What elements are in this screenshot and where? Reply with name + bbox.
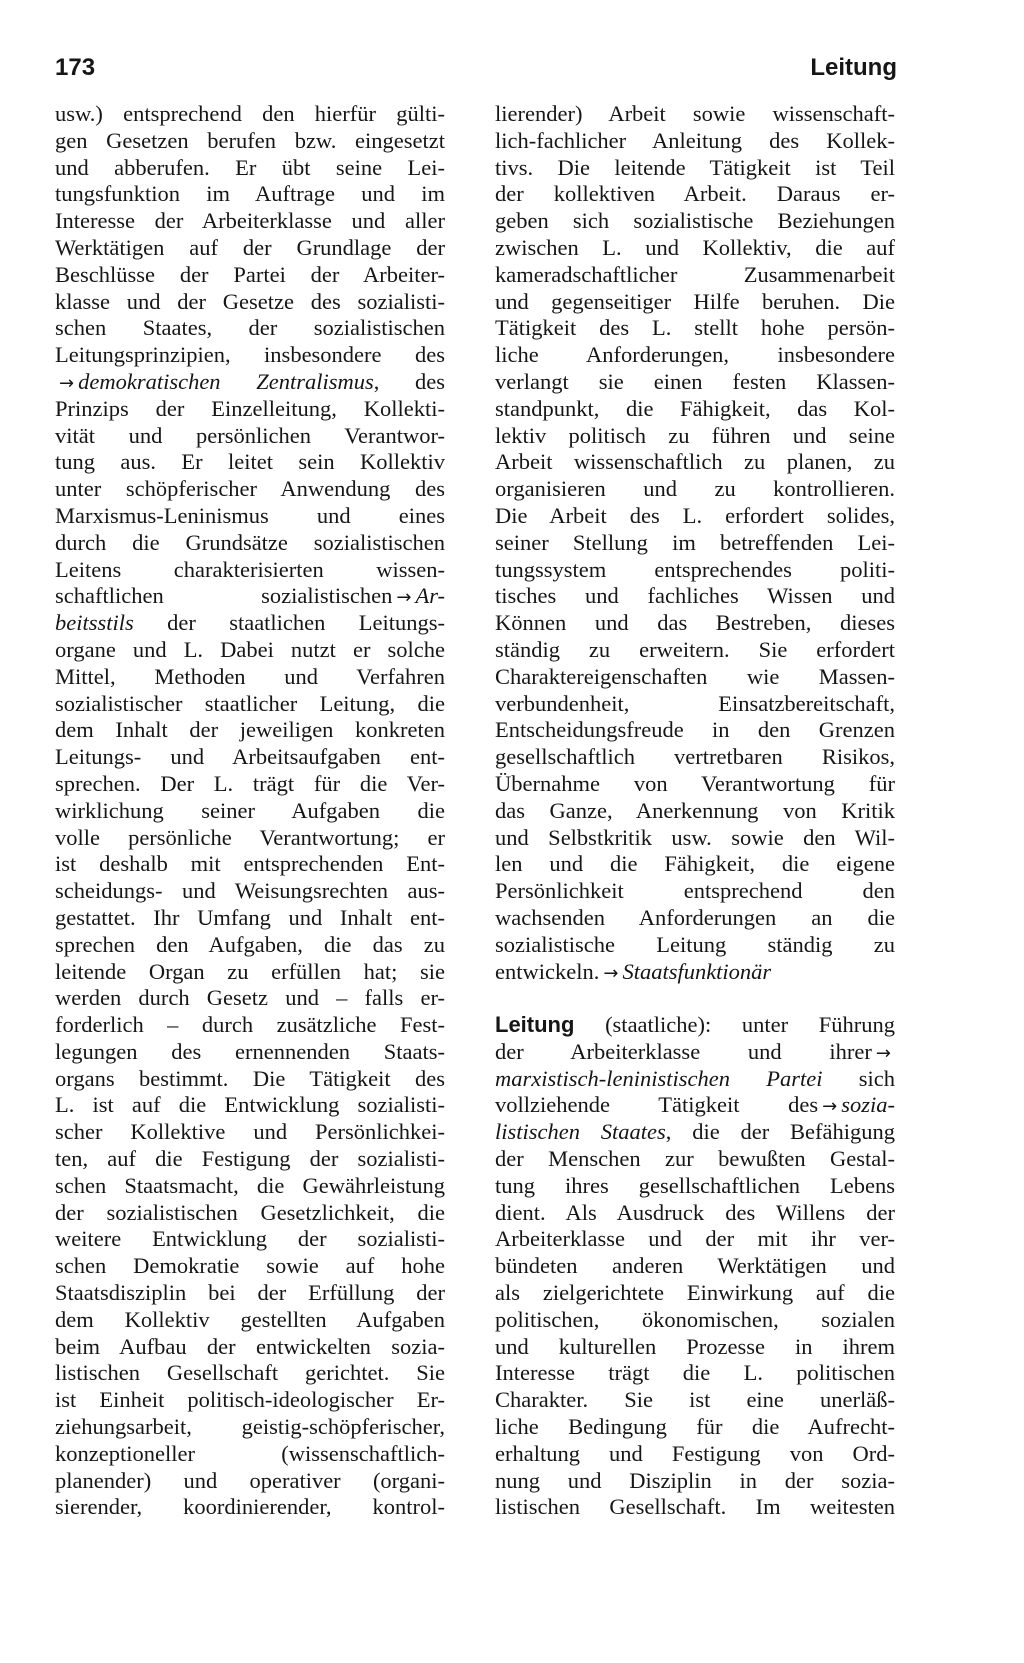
text-line: schen Staatsmacht, die Gewährleistung — [55, 1172, 445, 1198]
text-line: organs bestimmt. Die Tätigkeit des — [55, 1065, 445, 1091]
text-line: sozialistischer staatlicher Leitung, die — [55, 690, 445, 716]
text-line: tung aus. Er leitet sein Kollektiv — [55, 449, 445, 475]
text-line: werden durch Gesetz und – falls er- — [55, 985, 445, 1011]
text-line: gen Gesetzen berufen bzw. eingesetzt — [55, 127, 445, 153]
text-line — [495, 959, 895, 986]
text-line: lich-fachlicher Anleitung des Kollek- — [495, 127, 895, 153]
text-line: wachsenden Anforderungen an die — [495, 904, 895, 930]
page-number: 173 — [55, 54, 96, 81]
text-line: len und die Fähigkeit, die eigene — [495, 851, 895, 877]
cross-reference-arrow-icon: → — [875, 1042, 891, 1064]
cross-reference-link[interactable]: marxistisch-leninistischen Partei — [495, 1065, 823, 1091]
text-line: der Menschen zur bewußten Gestal- — [495, 1146, 895, 1172]
text-fragment: vollziehende Tätigkeit des — [495, 1092, 819, 1118]
text-line: und kulturellen Prozesse in ihrem — [495, 1333, 895, 1359]
cross-reference-link[interactable]: listischen Staates — [495, 1119, 666, 1145]
entry-headword: Leitung — [495, 1012, 575, 1038]
text-line: durch die Grundsätze sozialistischen — [55, 529, 445, 555]
text-fragment: entwickeln. — [495, 958, 600, 984]
text-line — [495, 1039, 895, 1066]
text-line: politischen, ökonomischen, sozialen — [495, 1306, 895, 1332]
text-line: Charakter. Sie ist eine unerläß- — [495, 1387, 895, 1413]
text-line: organe und L. Dabei nutzt er solche — [55, 636, 445, 662]
text-line: Übernahme von Verantwortung für — [495, 770, 895, 796]
text-line — [55, 583, 445, 610]
running-head: Leitung — [810, 54, 897, 81]
text-line: ten, auf die Festigung der sozialisti- — [55, 1146, 445, 1172]
text-line: geben sich sozialistische Beziehungen — [495, 208, 895, 234]
text-line: lektiv politisch zu führen und seine — [495, 422, 895, 448]
text-fragment: der staatlichen Leitungs- — [133, 610, 445, 636]
text-line: Charaktereigenschaften wie Massen- — [495, 663, 895, 689]
text-line: Interesse trägt die L. politischen — [495, 1360, 895, 1386]
text-line: L. ist auf die Entwicklung sozialisti- — [55, 1092, 445, 1118]
text-line: zwischen L. und Kollektiv, die auf — [495, 234, 895, 260]
text-line: dem Inhalt der jeweiligen konkreten — [55, 717, 445, 743]
text-line: standpunkt, die Fähigkeit, das Kol- — [495, 395, 895, 421]
text-line — [495, 1119, 895, 1146]
cross-reference-link[interactable]: Ar- — [415, 583, 445, 609]
text-line: sprechen. Der L. trägt für die Ver- — [55, 770, 445, 796]
text-line: Interesse der Arbeiterklasse und aller — [55, 208, 445, 234]
text-line: Können und das Bestreben, dieses — [495, 610, 895, 636]
text-line: planender) und operativer (organi- — [55, 1467, 445, 1493]
left-column — [55, 101, 445, 1521]
text-line: ziehungsarbeit, geistig-schöpferischer, — [55, 1414, 445, 1440]
text-line: verlangt sie einen festen Klassen- — [495, 368, 895, 394]
text-fragment: , die der Befähigung — [665, 1119, 895, 1145]
text-line: scher Kollektive und Persönlichkei- — [55, 1119, 445, 1145]
text-line: tisches und fachliches Wissen und — [495, 583, 895, 609]
text-line: klasse und der Gesetze des sozialisti- — [55, 288, 445, 314]
text-line: Staatsdisziplin bei der Erfüllung der — [55, 1280, 445, 1306]
text-line: der kollektiven Arbeit. Daraus er- — [495, 181, 895, 207]
text-line: usw.) entsprechend den hierfür gülti- — [55, 101, 445, 126]
text-line: Prinzips der Einzelleitung, Kollekti- — [55, 395, 445, 421]
text-line: weitere Entwicklung der sozialisti- — [55, 1226, 445, 1252]
text-line: Leitungsprinzipien, insbesondere des — [55, 342, 445, 368]
text-line: Entscheidungsfreude in den Grenzen — [495, 717, 895, 743]
text-fragment: sich — [822, 1065, 895, 1091]
cross-reference-link[interactable]: Staatsfunktionär — [622, 958, 772, 984]
text-line: tivs. Die leitende Tätigkeit ist Teil — [495, 154, 895, 180]
cross-reference-arrow-icon: → — [59, 372, 75, 394]
text-line: forderlich – durch zusätzliche Fest- — [55, 1012, 445, 1038]
text-line: gestattet. Ihr Umfang und Inhalt ent- — [55, 904, 445, 930]
text-line: Arbeit wissenschaftlich zu planen, zu — [495, 449, 895, 475]
cross-reference-link[interactable]: demokratischen Zentralismus — [78, 368, 374, 394]
text-line: Leitungs- und Arbeitsaufgaben ent- — [55, 744, 445, 770]
text-line: sprechen den Aufgaben, die das zu — [55, 931, 445, 957]
cross-reference-arrow-icon: → — [822, 1096, 838, 1118]
text-line — [55, 610, 445, 637]
cross-reference-arrow-icon: → — [603, 962, 619, 984]
text-line: listischen Gesellschaft. Im weitesten — [495, 1494, 895, 1520]
text-line: dient. Als Ausdruck des Willens der — [495, 1199, 895, 1225]
text-line: ständig zu erweitern. Sie erfordert — [495, 636, 895, 662]
right-column — [495, 101, 895, 1521]
text-line: tung ihres gesellschaftlichen Lebens — [495, 1172, 895, 1198]
text-line: seiner Stellung im betreffenden Lei- — [495, 529, 895, 555]
text-line: konzeptioneller (wissenschaftlich- — [55, 1440, 445, 1466]
text-line: liche Bedingung für die Aufrecht- — [495, 1414, 895, 1440]
entry-separator — [495, 985, 895, 1012]
text-line: Mittel, Methoden und Verfahren — [55, 663, 445, 689]
text-line: gesellschaftlich vertretbaren Risikos, — [495, 744, 895, 770]
text-line — [495, 1092, 895, 1119]
text-line: volle persönliche Verantwortung; er — [55, 824, 445, 850]
text-line: legungen des ernennenden Staats- — [55, 1038, 445, 1064]
cross-reference-arrow-icon: → — [396, 587, 412, 609]
text-fragment: schaftlichen sozialistischen — [55, 583, 393, 609]
text-fragment: der Arbeiterklasse und ihrer — [495, 1038, 872, 1064]
text-fragment: , des — [373, 368, 445, 394]
text-line: schen Demokratie sowie auf hohe — [55, 1253, 445, 1279]
text-line: nung und Disziplin in der sozia- — [495, 1467, 895, 1493]
text-line: unter schöpferischer Anwendung des — [55, 476, 445, 502]
text-line: vität und persönlichen Verantwor- — [55, 422, 445, 448]
text-line: liche Anforderungen, insbesondere — [495, 342, 895, 368]
text-line: der sozialistischen Gesetzlichkeit, die — [55, 1199, 445, 1225]
text-line — [55, 369, 445, 396]
cross-reference-link[interactable]: beitsstils — [55, 610, 134, 636]
text-line: verbundenheit, Einsatzbereitschaft, — [495, 690, 895, 716]
text-line: Arbeiterklasse und der mit ihr ver- — [495, 1226, 895, 1252]
text-line: Werktätigen auf der Grundlage der — [55, 234, 445, 260]
text-line: als zielgerichtete Einwirkung auf die — [495, 1280, 895, 1306]
text-line: sozialistische Leitung ständig zu — [495, 931, 895, 957]
text-line: beim Aufbau der entwickelten sozia- — [55, 1333, 445, 1359]
text-line: ist deshalb mit entsprechenden Ent- — [55, 851, 445, 877]
text-line: erhaltung und Festigung von Ord- — [495, 1440, 895, 1466]
entry-first-line — [495, 1012, 895, 1039]
text-line: tungssystem entsprechendes politi- — [495, 556, 895, 582]
text-line: das Ganze, Anerkennung von Kritik — [495, 797, 895, 823]
text-line: wirklichung seiner Aufgaben die — [55, 797, 445, 823]
text-line: Tätigkeit des L. stellt hohe persön- — [495, 315, 895, 341]
text-line: und abberufen. Er übt seine Lei- — [55, 154, 445, 180]
text-line — [495, 1066, 895, 1093]
text-line: Leitens charakterisierten wissen- — [55, 556, 445, 582]
text-line: bündeten anderen Werktätigen und — [495, 1253, 895, 1279]
text-line: Beschlüsse der Partei der Arbeiter- — [55, 261, 445, 287]
text-line: Die Arbeit des L. erfordert solides, — [495, 502, 895, 528]
text-line: ist Einheit politisch-ideologischer Er- — [55, 1387, 445, 1413]
text-line: organisieren und zu kontrollieren. — [495, 476, 895, 502]
text-line: dem Kollektiv gestellten Aufgaben — [55, 1306, 445, 1332]
text-line: scheidungs- und Weisungsrechten aus- — [55, 878, 445, 904]
text-line: leitende Organ zu erfüllen hat; sie — [55, 958, 445, 984]
text-line: Marxismus-Leninismus und eines — [55, 502, 445, 528]
cross-reference-link[interactable]: sozia- — [841, 1092, 895, 1118]
text-line: schen Staates, der sozialistischen — [55, 315, 445, 341]
text-line: sierender, koordinierender, kontrol- — [55, 1494, 445, 1520]
text-fragment: (staatliche): unter Führung — [574, 1012, 895, 1038]
text-line: lierender) Arbeit sowie wissenschaft- — [495, 101, 895, 126]
text-line: und gegenseitiger Hilfe beruhen. Die — [495, 288, 895, 314]
text-line: und Selbstkritik usw. sowie den Wil- — [495, 824, 895, 850]
text-line: Persönlichkeit entsprechend den — [495, 878, 895, 904]
text-line: tungsfunktion im Auftrage und im — [55, 181, 445, 207]
text-line: kameradschaftlicher Zusammenarbeit — [495, 261, 895, 287]
text-line: listischen Gesellschaft gerichtet. Sie — [55, 1360, 445, 1386]
